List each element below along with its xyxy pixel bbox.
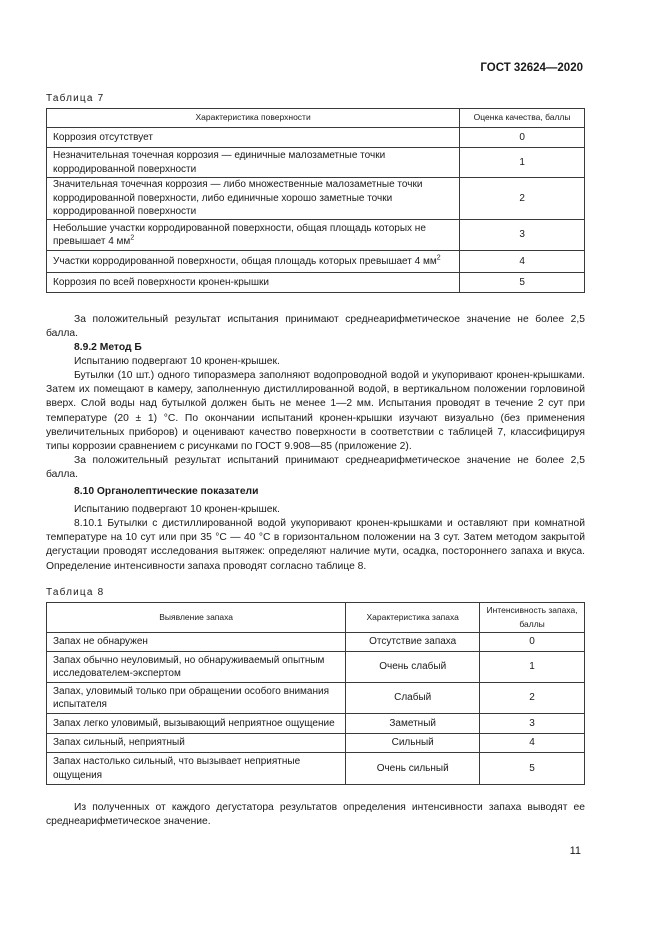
table-cell: Запах не обнаружен — [47, 633, 346, 652]
column-header: Интенсивность запаха, баллы — [480, 603, 585, 633]
table-cell: Незначительная точечная коррозия — единичные малозаметные точки корродированной поверхности — [47, 148, 460, 178]
section-heading: 8.9.2 Метод Б — [74, 342, 142, 353]
table-row — [47, 273, 585, 293]
superscript: 2 — [130, 234, 135, 242]
table-cell — [47, 251, 460, 273]
table-cell: Слабый — [346, 683, 480, 714]
column-header: Оценка качества, баллы — [460, 109, 585, 128]
table-cell: 5 — [460, 273, 585, 293]
table-row — [47, 148, 585, 178]
paragraph: Из полученных от каждого дегустатора результатов определения интенсивности запаха выводят ее среднеарифметическое значение. — [46, 802, 585, 828]
table-row — [47, 753, 585, 785]
table-cell: Запах обычно неуловимый, но обнаруживаемый опытным исследователем-экспертом — [47, 652, 346, 683]
table-row — [47, 683, 585, 714]
table-cell: Запах настолько сильный, что вызывает неприятные ощущения — [47, 753, 346, 785]
table-cell: 2 — [460, 178, 585, 220]
table-row — [47, 652, 585, 683]
table-cell: Коррозия отсутствует — [47, 128, 460, 148]
page-number: 11 — [569, 845, 581, 857]
paragraph: 8.10.1 Бутылки с дистиллированной водой укупоривают кронен-крышками и оставляют при комнатной температуре на 10 сут или при 35 °С — 40 °С в горизонтальном положении на 3 сут. Затем методом закрытой дегустации проводят исследования вытяжек: определяют наличие мути, осадка, постороннего запаха и вкуса. Определение интенсивности запаха проводят согласно таблице 8. — [46, 518, 585, 572]
paragraph: За положительный результат испытаний принимают среднеарифметическое значение не более 2,5 балла. — [46, 455, 585, 481]
table-cell: 3 — [460, 220, 585, 251]
table-7 — [46, 108, 585, 293]
table-cell: Сильный — [346, 734, 480, 753]
table-cell: 0 — [460, 128, 585, 148]
table-cell: Запах, уловимый только при обращении особого внимания испытателя — [47, 683, 346, 714]
table-cell: 0 — [480, 633, 585, 652]
table-row — [47, 178, 585, 220]
table-row — [47, 251, 585, 273]
table-cell: Коррозия по всей поверхности кронен-крышки — [47, 273, 460, 293]
table-row — [47, 220, 585, 251]
table-cell: 1 — [480, 652, 585, 683]
table-cell: Очень слабый — [346, 652, 480, 683]
table-row — [47, 128, 585, 148]
document-header: ГОСТ 32624—2020 — [480, 62, 583, 74]
table-cell: 5 — [480, 753, 585, 785]
table-header-row — [47, 109, 585, 128]
paragraph: Испытанию подвергают 10 кронен-крышек. — [74, 356, 280, 367]
paragraph: Бутылки (10 шт.) одного типоразмера заполняют водопроводной водой и укупоривают кронен-крышками. Затем их помещают в камеру, заполненную дистиллированной водой, в вертикальном положении горловиной вверх. Слой воды над бутылкой должен быть не менее 1—2 мм. Испытания проводят в течение 2 сут при температуре (20 ± 1) °С. По окончании испытаний кронен-крышки изучают визуально (без применения увеличительных приборов) и оценивают качество поверхности в соответствии с таблицей 7, классифицируя типы коррозии сравнением с рисунками по ГОСТ 9.908—85 (приложение 2). — [46, 370, 585, 453]
table-cell: 1 — [460, 148, 585, 178]
table-cell: Заметный — [346, 714, 480, 734]
table-cell: 3 — [480, 714, 585, 734]
cell-text: Участки корродированной поверхности, общая площадь которых превышает 4 мм — [53, 255, 437, 267]
cell-text: Небольшие участки корродированной поверхности, общая площадь которых не превышает 4 мм — [53, 222, 426, 247]
table-cell: Запах сильный, неприятный — [47, 734, 346, 753]
table-cell: Очень сильный — [346, 753, 480, 785]
superscript: 2 — [436, 254, 441, 262]
table-header-row — [47, 603, 585, 633]
table-row — [47, 633, 585, 652]
table8-caption: Таблица 8 — [46, 587, 105, 598]
table-cell: 4 — [480, 734, 585, 753]
paragraph: За положительный результат испытания принимают среднеарифметическое значение не более 2,5 балла. — [46, 314, 585, 340]
section-heading: 8.10 Органолептические показатели — [74, 486, 259, 497]
table-cell: Отсутствие запаха — [346, 633, 480, 652]
column-header: Характеристика поверхности — [47, 109, 460, 128]
table-row — [47, 714, 585, 734]
table7-caption: Таблица 7 — [46, 93, 105, 104]
table-row — [47, 734, 585, 753]
paragraph: Испытанию подвергают 10 кронен-крышек. — [74, 504, 280, 515]
table-cell: 4 — [460, 251, 585, 273]
column-header: Выявление запаха — [47, 603, 346, 633]
table-cell — [47, 220, 460, 251]
table-cell: Запах легко уловимый, вызывающий неприятное ощущение — [47, 714, 346, 734]
table-cell: Значительная точечная коррозия — либо множественные малозаметные точки корродированной поверхности, либо единичные хорошо заметные точки корродированной поверхности — [47, 178, 460, 220]
table-cell: 2 — [480, 683, 585, 714]
table-8 — [46, 602, 585, 785]
column-header: Характеристика запаха — [346, 603, 480, 633]
